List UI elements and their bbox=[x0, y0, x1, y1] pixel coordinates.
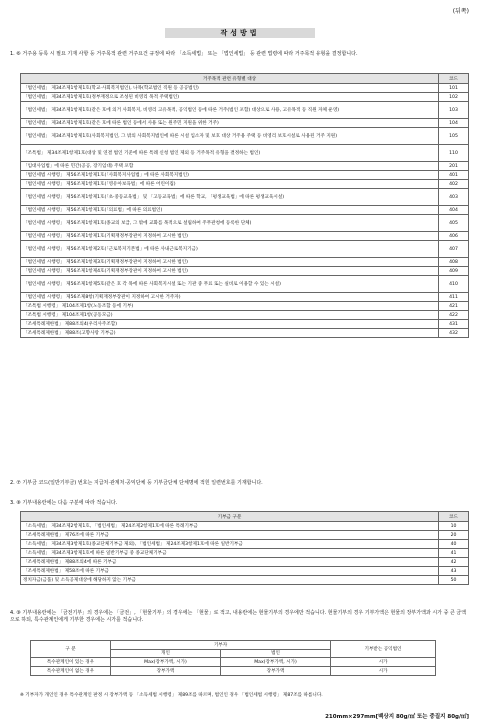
table-row bbox=[21, 576, 469, 585]
table3-header-type: 구 분 bbox=[31, 641, 111, 658]
row-description: 「법인세법 시행령」 제56조제1항제3호(기획재정부장관이 지정하여 고시한 법인) bbox=[21, 258, 439, 267]
table3-row-label: 특수관계인이 있는 경우 bbox=[31, 658, 111, 667]
paper-spec: 210mm×297mm[백상지 80g/㎡ 또는 중질지 80g/㎡] bbox=[325, 714, 469, 720]
table-row bbox=[21, 119, 469, 128]
table-row bbox=[21, 522, 469, 531]
table3-row-corp: Max(장부가액, 시가) bbox=[221, 658, 331, 667]
row-code: 432 bbox=[439, 329, 469, 338]
row-description: 「조세특례제한법」 제76조에 따른 기부금 bbox=[21, 531, 439, 540]
row-code: 409 bbox=[439, 267, 469, 276]
table-row bbox=[21, 540, 469, 549]
row-code: 50 bbox=[439, 576, 469, 585]
row-description: 「법인세법 시행령」 제56조제1항제5호(같은 호 각 목에 따른 사회복지시설 또는 기관 중 무료 또는 실비로 이용할 수 있는 시설) bbox=[21, 276, 439, 293]
row-description: 「법인세법 시행령」 제56조제1항제2호(「근로복지기본법」에 따른 사내근로복지기금) bbox=[21, 241, 439, 258]
row-code: 41 bbox=[439, 549, 469, 558]
table-row bbox=[21, 311, 469, 320]
table3-row-individual: 장부가액 bbox=[111, 667, 221, 676]
page-title: 작성방법 bbox=[165, 28, 315, 38]
table-row bbox=[21, 93, 469, 102]
row-code: 405 bbox=[439, 215, 469, 232]
table-row bbox=[21, 171, 469, 180]
table1-header-code: 코드 bbox=[439, 74, 469, 84]
row-description: 「소득세법」 제34조제2항제1호, 「법인세법」 제24조제2항제1호에 따른 특례기부금 bbox=[21, 522, 439, 531]
header-tag: (뒤쪽) bbox=[452, 8, 469, 15]
footnote: ※ 기부자가 개인인 경우 특수관계인 판정 시 장부가액 등 「소득세법 시행령」 제89조를 따르며, 법인인 경우 「법인세법 시행령」 제87조를 따릅니다. bbox=[20, 693, 323, 698]
instruction-3: 3. ⑧ 기부내용란에는 다음 구분에 따라 적습니다. bbox=[10, 500, 118, 506]
table3-row-receiver: 시가 bbox=[331, 667, 436, 676]
table3-row-corp: 장부가액 bbox=[221, 667, 331, 676]
row-code: 404 bbox=[439, 206, 469, 215]
row-code: 422 bbox=[439, 311, 469, 320]
table-row bbox=[21, 232, 469, 241]
table-row bbox=[21, 329, 469, 338]
table-row bbox=[21, 320, 469, 329]
row-code: 406 bbox=[439, 232, 469, 241]
row-description: 「임대사업법」에 따른 민간(공공, 장기임대) 주택 포함 bbox=[21, 162, 439, 171]
row-code: 105 bbox=[439, 128, 469, 145]
row-code: 103 bbox=[439, 102, 469, 119]
table-donation-codes bbox=[20, 511, 469, 585]
row-code: 101 bbox=[439, 84, 469, 93]
row-code: 411 bbox=[439, 293, 469, 302]
table3-header-individual: 개인 bbox=[111, 649, 221, 658]
table-row bbox=[21, 567, 469, 576]
table-row bbox=[21, 180, 469, 189]
table3-header-group: 기부자 bbox=[111, 641, 331, 650]
table3-row-individual: Max(장부가액, 시가) bbox=[111, 658, 221, 667]
row-description: 「법인세법」 제34조제1항제1호(정부재정으로 조성된 비영리 목적 주택법인) bbox=[21, 93, 439, 102]
row-description: 「조특법」 제34조제1항제1호(대상 및 연결 법인 기준에 따른 특례 신청 법인 제외 등 거주목적 유형을 결정하는 법인) bbox=[21, 145, 439, 162]
table-row bbox=[21, 102, 469, 119]
table-row bbox=[21, 128, 469, 145]
row-description: 정치자금(금품) 및 소득공제대상에 해당하지 않는 기부금 bbox=[21, 576, 439, 585]
table-row bbox=[21, 293, 469, 302]
row-description: 「조특법 시행령」 제104조제1항(공동모금) bbox=[21, 311, 439, 320]
row-code: 408 bbox=[439, 258, 469, 267]
instruction-2: 2. ⑦ 기부금 코드(일반기부금) 번호는 지급처·관계처·공익단체 등 기부금단체 단체명에 적힌 일련번호를 기재합니다. bbox=[10, 480, 263, 486]
table-valuation bbox=[30, 640, 436, 676]
table2-header-type: 기부금 구분 bbox=[21, 512, 439, 522]
instruction-1: 1. ⑥ 거주용 등록 시 필요 기재 사항 등 거주목적 관련 거주요건 규정에 따라 「소득세법」 또는 「법인세법」 등 관련 법령에 따라 거주목적 유형을 결정합니다. bbox=[10, 51, 358, 57]
row-description: 「법인세법」 제34조제1항제1호(같은 호에 따른 법인 등에서 사용 또는 원주민 지원을 위한 거주) bbox=[21, 119, 439, 128]
row-description: 「법인세법 시행령」 제56조제8항(기획재정부장관이 지정하여 고시한 거주자) bbox=[21, 293, 439, 302]
row-description: 「법인세법 시행령」 제56조제1항제4호(기획재정부장관이 지정하여 고시한 법인) bbox=[21, 267, 439, 276]
table1-header-type: 거주목적 관련 유형별 대상 bbox=[21, 74, 439, 84]
table3-header-receiver: 기부받는 공익법인 bbox=[331, 641, 436, 658]
row-description: 「조세특례제한법」 제58조에 따른 기부금 bbox=[21, 567, 439, 576]
row-description: 「조세특례제한법」 제88조의4(우리사주조합) bbox=[21, 320, 439, 329]
row-code: 102 bbox=[439, 93, 469, 102]
row-code: 403 bbox=[439, 189, 469, 206]
row-description: 「소득세법」 제34조제3항제1호(종교단체기부금 제외), 「법인세법」 제24조제3항제1호에 따른 일반기부금 bbox=[21, 540, 439, 549]
table-row bbox=[21, 241, 469, 258]
table-row bbox=[21, 267, 469, 276]
table-row bbox=[21, 189, 469, 206]
row-code: 104 bbox=[439, 119, 469, 128]
row-code: 402 bbox=[439, 180, 469, 189]
row-description: 「법인세법」 제34조제1항제1호(사회복지법인, 그 밖의 사회복지법인에 따른 시설 입소자 및 보호 대상 거주용 주택 등 비영리 보호시설로 사용된 거주 지원) bbox=[21, 128, 439, 145]
table2-header-code: 코드 bbox=[439, 512, 469, 522]
row-code: 110 bbox=[439, 145, 469, 162]
row-description: 「조세특례제한법」 제88조의4에 따른 기부금 bbox=[21, 558, 439, 567]
table-row bbox=[21, 531, 469, 540]
row-description: 「법인세법 시행령」 제56조제1항제1호(「사회복지사업법」에 따른 사회복지법인) bbox=[21, 171, 439, 180]
row-description: 「법인세법 시행령」 제56조제1항제1호(「영유아보육법」에 따른 어린이집) bbox=[21, 180, 439, 189]
row-description: 「법인세법」 제34조제1항제1호(학교·사회복지법인), 나목(학교법인 직원 등 공공법인) bbox=[21, 84, 439, 93]
row-code: 43 bbox=[439, 567, 469, 576]
table-row bbox=[21, 258, 469, 267]
table-row bbox=[21, 162, 469, 171]
row-code: 201 bbox=[439, 162, 469, 171]
row-description: 「법인세법 시행령」 제56조제1항제1호(「초·중등교육법」 및 「고등교육법」에 따른 학교, 「평생교육법」에 따른 평생교육시설) bbox=[21, 189, 439, 206]
table3-row-label: 특수관계인이 없는 경우 bbox=[31, 667, 111, 676]
row-code: 407 bbox=[439, 241, 469, 258]
row-description: 「조특법 시행령」 제104조제1항(노동조합 등에 기부) bbox=[21, 302, 439, 311]
table-donation-types bbox=[20, 73, 469, 338]
table-row bbox=[21, 84, 469, 93]
table-row bbox=[21, 558, 469, 567]
table-row bbox=[21, 276, 469, 293]
row-code: 20 bbox=[439, 531, 469, 540]
row-code: 431 bbox=[439, 320, 469, 329]
instruction-4: 4. ⑨ 기부내용란에는 「금전기부」의 경우에는 「금전」, 「현물기부」의 경우에는 「현물」로 적고, 내용란에는 현물기부의 경우에만 적습니다. 현물기부의 경우 기부가액은 현물의 장부가액과 시가 중 큰 금액으로 하되, 특수관계인에게 기부한 경우에는 시가를 적습니다. bbox=[10, 610, 467, 623]
table3-header-corp: 법인 bbox=[221, 649, 331, 658]
row-code: 40 bbox=[439, 540, 469, 549]
row-code: 410 bbox=[439, 276, 469, 293]
row-code: 42 bbox=[439, 558, 469, 567]
row-description: 「조세특례제한법」 제88조(고향사랑 기부금) bbox=[21, 329, 439, 338]
row-description: 「법인세법 시행령」 제56조제1항제1호(기획재정부장관이 지정하여 고시한 법인) bbox=[21, 232, 439, 241]
table-row bbox=[21, 206, 469, 215]
row-description: 「법인세법 시행령」 제56조제1항제1호(「의료법」에 따른 의료법인) bbox=[21, 206, 439, 215]
table-row bbox=[21, 549, 469, 558]
row-code: 10 bbox=[439, 522, 469, 531]
table-row bbox=[21, 145, 469, 162]
row-description: 「법인세법 시행령」 제56조제1항제1호(종교의 보급, 그 밖에 교화를 목적으로 설립하여 주무관청에 등록한 단체) bbox=[21, 215, 439, 232]
row-code: 421 bbox=[439, 302, 469, 311]
row-code: 401 bbox=[439, 171, 469, 180]
row-description: 「법인세법」 제34조제1항제1호(같은 호에 의거 사회복지, 비영리 고유목적, 공익법인 등에 따른 거주(법인 포함) 대상으로 사용, 고유목적 등 직원 자체 운영) bbox=[21, 102, 439, 119]
table-row bbox=[21, 302, 469, 311]
row-description: 「소득세법」 제34조제3항제1호에 따른 일반기부금 중 종교단체기부금 bbox=[21, 549, 439, 558]
table-row bbox=[21, 215, 469, 232]
table3-row-receiver: 시가 bbox=[331, 658, 436, 667]
